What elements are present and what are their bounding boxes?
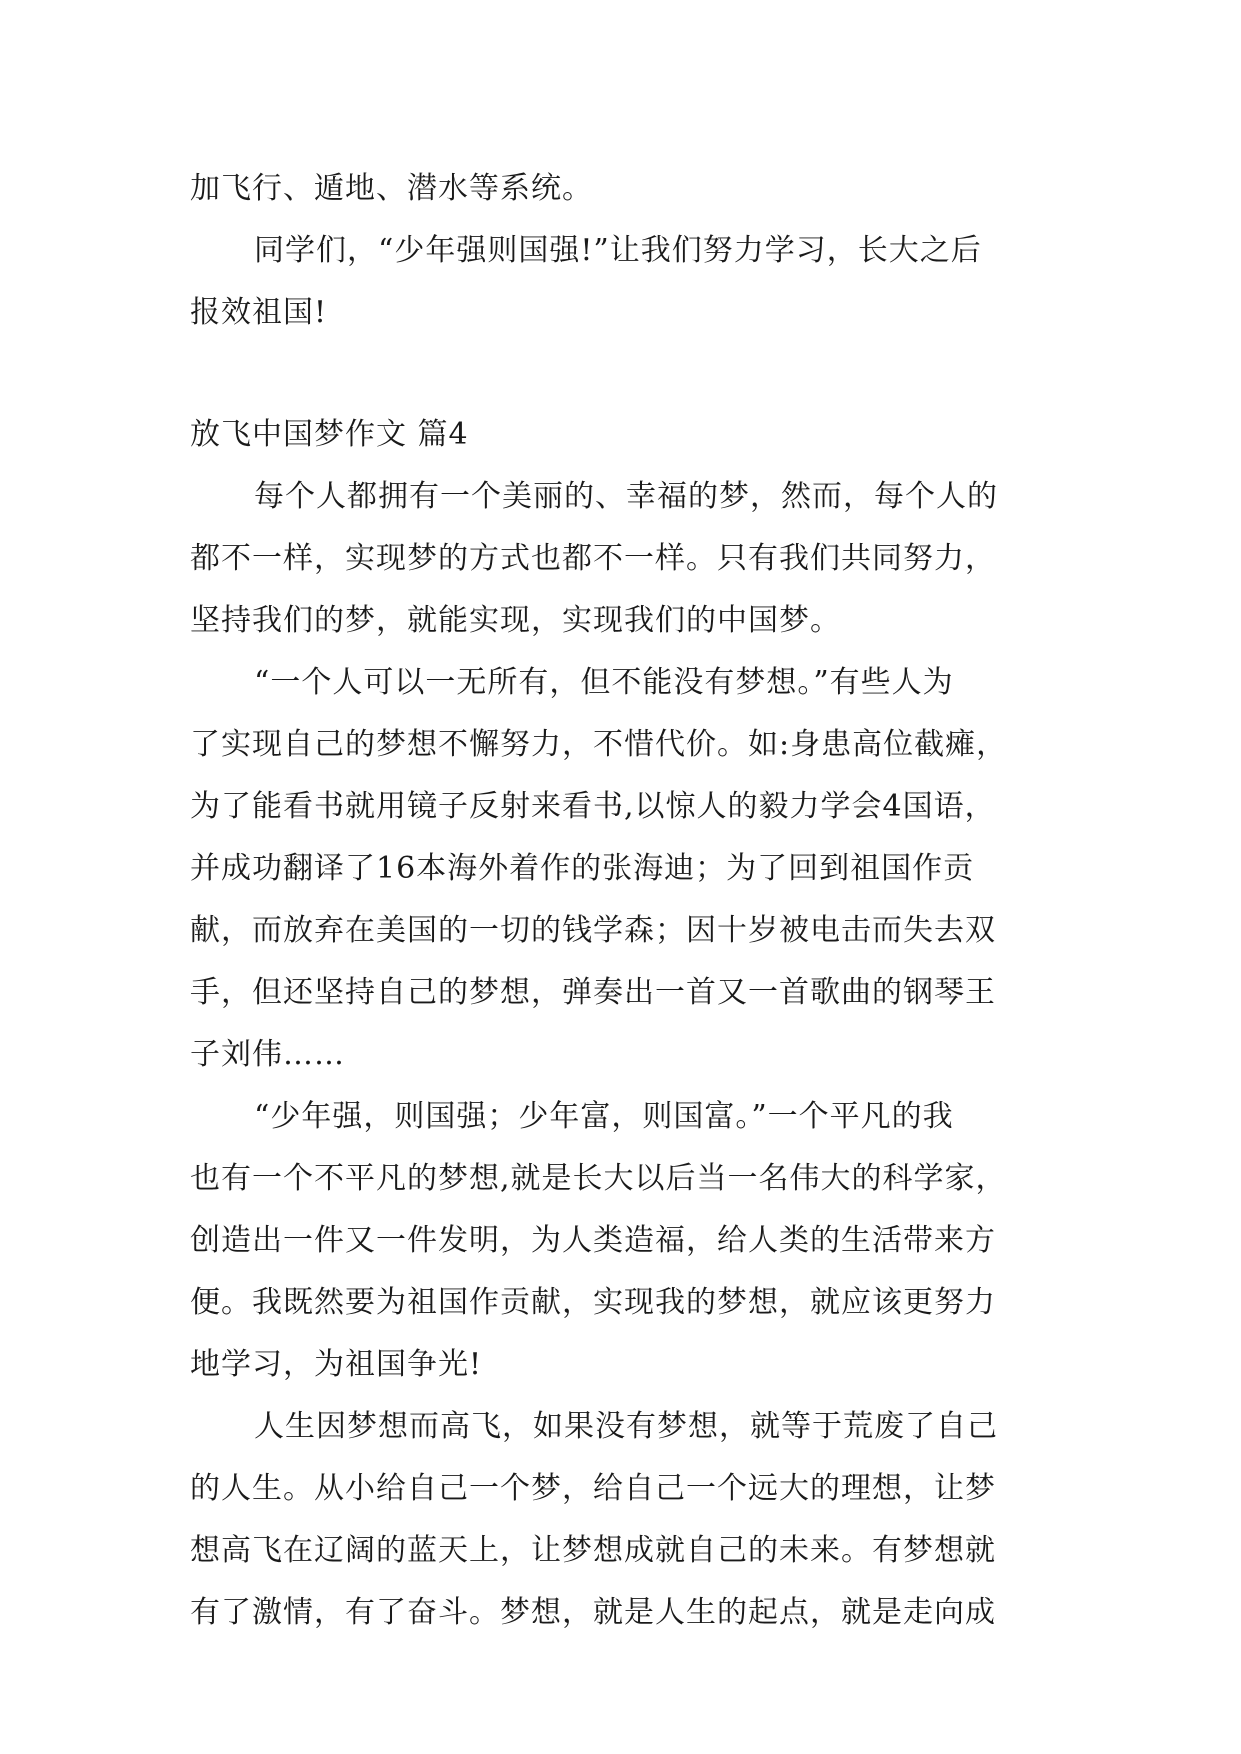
text-line: “少年强，则国强；少年富，则国富。”一个平凡的我 [254,1099,954,1134]
text-line: 想高飞在辽阔的蓝天上，让梦想成就自己的未来。有梦想就 [190,1533,996,1568]
text-line: 报效祖国! [190,295,328,330]
text-line: 的人生。从小给自己一个梦，给自己一个远大的理想，让梦 [190,1471,996,1506]
document-page [190,158,1050,1644]
section-gap [190,344,1050,404]
text-line: “一个人可以一无所有，但不能没有梦想。”有些人为 [254,665,954,700]
paragraph-section3-tail [190,158,1050,220]
text-line: 创造出一件又一件发明，为人类造福，给人类的生活带来方 [190,1223,996,1258]
paragraph-section3-closing [190,220,1050,344]
text-line: 为了能看书就用镜子反射来看书,以惊人的毅力学会4国语， [190,789,996,824]
text-line: 也有一个不平凡的梦想,就是长大以后当一名伟大的科学家， [190,1161,1007,1196]
section-heading: 放飞中国梦作文 篇4 [190,417,469,452]
text-line: 同学们，“少年强则国强!”让我们努力学习，长大之后 [254,233,982,268]
text-line: 地学习，为祖国争光! [190,1347,483,1382]
text-line: 子刘伟…… [190,1037,345,1072]
text-line: 有了激情，有了奋斗。梦想，就是人生的起点，就是走向成 [190,1595,996,1630]
paragraph [190,466,1050,652]
text-line: 手，但还坚持自己的梦想，弹奏出一首又一首歌曲的钢琴王 [190,975,996,1010]
text-line: 人生因梦想而高飞，如果没有梦想，就等于荒废了自己 [254,1409,998,1444]
text-line: 并成功翻译了16本海外着作的张海迪；为了回到祖国作贡 [190,851,975,886]
text-line: 便。我既然要为祖国作贡献，实现我的梦想，就应该更努力 [190,1285,996,1320]
text-line: 坚持我们的梦，就能实现，实现我们的中国梦。 [190,603,841,638]
text-line: 献，而放弃在美国的一切的钱学森；因十岁被电击而失去双 [190,913,996,948]
text-line: 都不一样，实现梦的方式也都不一样。只有我们共同努力， [190,541,996,576]
paragraph [190,652,1050,1086]
text-line: 每个人都拥有一个美丽的、幸福的梦，然而，每个人的 [254,479,998,514]
text-line: 了实现自己的梦想不懈努力，不惜代价。如:身患高位截瘫， [190,727,1008,762]
text-line: 加飞行、遁地、潜水等系统。 [190,171,593,206]
paragraph [190,1086,1050,1396]
paragraph [190,1396,1050,1644]
